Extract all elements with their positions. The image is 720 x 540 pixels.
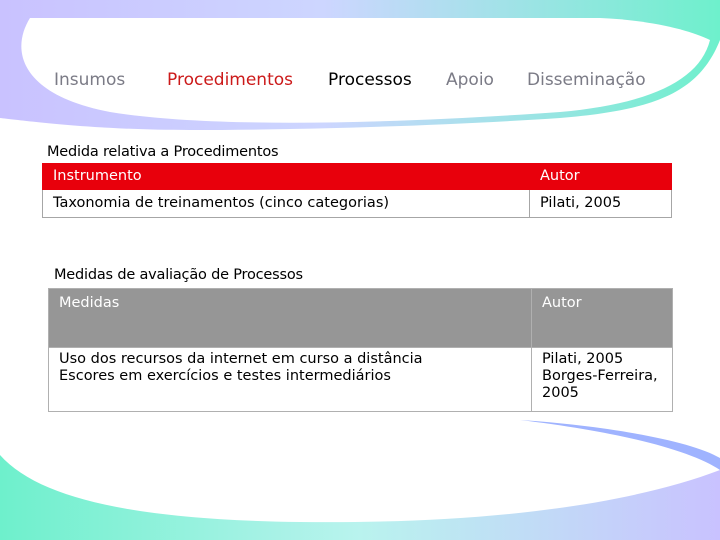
nav-item-insumos: Insumos (54, 70, 126, 90)
nav-item-processos: Processos (328, 70, 412, 90)
procedimentos-table (42, 163, 672, 218)
nav-item-procedimentos: Procedimentos (167, 70, 294, 90)
medida-line: Escores em exercícios e testes intermediários (59, 368, 391, 384)
header-autor: Autor (530, 164, 672, 190)
nav-item-disseminacao: Disseminação (527, 70, 646, 90)
nav-item-apoio: Apoio (446, 70, 494, 90)
autor-line: 2005 (542, 385, 579, 401)
header-autor: Autor (532, 289, 673, 348)
table-row (49, 348, 673, 412)
autor-line: Borges-Ferreira, (542, 368, 658, 384)
header-instrumento: Instrumento (43, 164, 530, 190)
cell-autor (532, 348, 673, 412)
section-nav (0, 70, 720, 94)
header-medidas: Medidas (49, 289, 532, 348)
processos-table (48, 288, 673, 412)
cell-autor: Pilati, 2005 (530, 190, 672, 218)
cell-medidas (49, 348, 532, 412)
autor-line: Pilati, 2005 (542, 351, 624, 367)
cell-instrumento: Taxonomia de treinamentos (cinco categorias) (43, 190, 530, 218)
table2-caption: Medidas de avaliação de Processos (54, 267, 303, 283)
table-header-row (43, 164, 672, 190)
table1-caption: Medida relativa a Procedimentos (47, 144, 279, 160)
table-row (43, 190, 672, 218)
medida-line: Uso dos recursos da internet em curso a distância (59, 351, 423, 367)
table-header-row (49, 289, 673, 348)
